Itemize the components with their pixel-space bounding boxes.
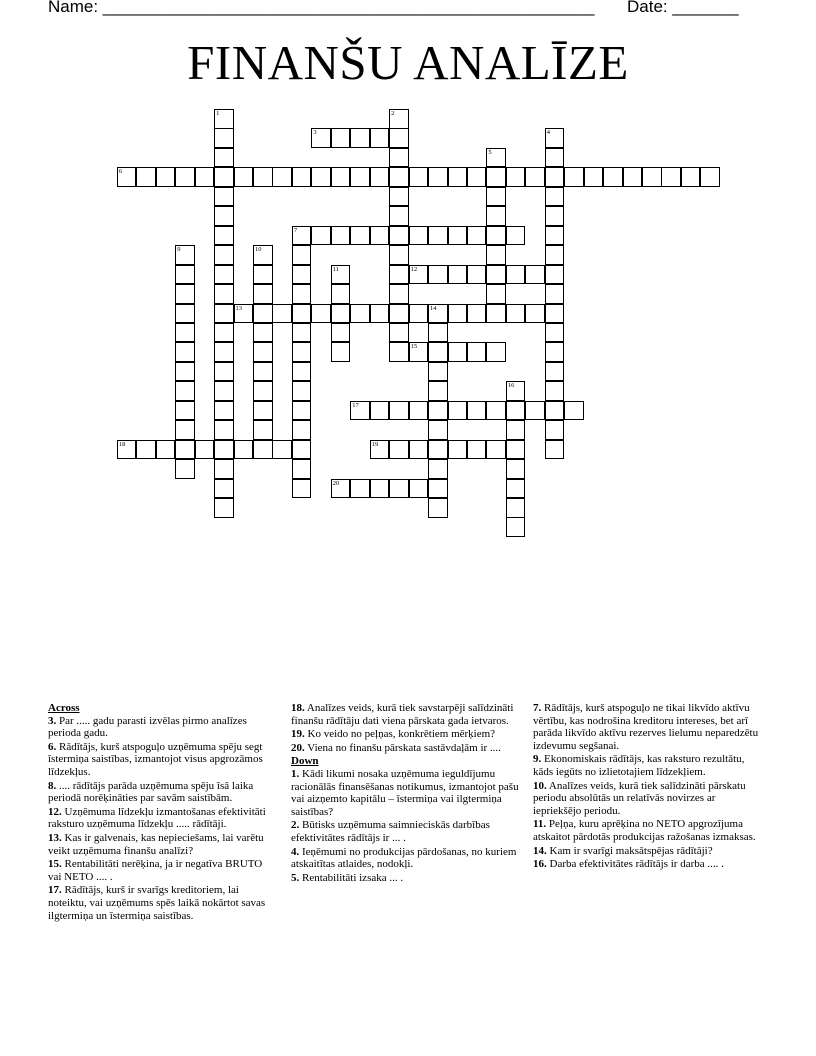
crossword-cell[interactable]	[214, 226, 234, 246]
crossword-cell[interactable]	[175, 420, 195, 440]
clue-text: Rentabilitāti izsaka ... .	[299, 871, 404, 884]
clues-column-3	[533, 702, 765, 872]
clue-number: 4	[546, 129, 550, 137]
crossword-cell[interactable]	[545, 323, 565, 343]
across-clue	[291, 728, 525, 741]
across-clue	[48, 806, 278, 831]
crossword-cell[interactable]	[214, 245, 234, 265]
crossword-cell[interactable]	[214, 420, 234, 440]
crossword-cell[interactable]	[214, 284, 234, 304]
crossword-cell[interactable]	[506, 401, 526, 421]
crossword-cell[interactable]	[564, 167, 584, 187]
crossword-cell[interactable]	[486, 187, 506, 207]
crossword-cell[interactable]	[545, 284, 565, 304]
across-clue	[48, 884, 278, 922]
crossword-cell[interactable]	[564, 401, 584, 421]
crossword-cell[interactable]	[389, 304, 409, 324]
crossword-cell[interactable]	[195, 167, 215, 187]
crossword-cell[interactable]	[506, 381, 526, 401]
clue-text: Darba efektivitātes rādītājs ir darba .... .	[546, 858, 724, 871]
crossword-cell[interactable]	[545, 128, 565, 148]
clue-text: Analīzes veids, kurā tiek savstarpēji salīdzināti finanšu rādītāju dati viena pārskata gada ietvaros.	[291, 702, 514, 727]
name-field: Name: ____________________________________________________	[48, 0, 595, 16]
crossword-cell[interactable]	[253, 440, 273, 460]
crossword-cell[interactable]	[253, 245, 273, 265]
crossword-cell[interactable]	[467, 342, 487, 362]
crossword-cell[interactable]	[681, 167, 701, 187]
clues-column-2	[291, 702, 525, 885]
clue-number: 10	[255, 246, 262, 254]
crossword-cell[interactable]	[331, 323, 351, 343]
crossword-cell[interactable]	[486, 265, 506, 285]
crossword-cell[interactable]	[428, 362, 448, 382]
clue-number: 9	[177, 246, 181, 254]
crossword-cell[interactable]	[506, 420, 526, 440]
date-field: Date: _______	[627, 0, 739, 16]
clue-number: 7	[293, 226, 298, 234]
crossword-cell[interactable]	[428, 323, 448, 343]
clue-number: 20.	[291, 741, 305, 754]
crossword-cell[interactable]	[389, 342, 409, 362]
crossword-cell[interactable]	[370, 128, 390, 148]
crossword-cell[interactable]	[253, 304, 273, 324]
crossword-cell[interactable]	[545, 206, 565, 226]
across-clue	[48, 715, 278, 740]
crossword-cell[interactable]	[292, 323, 312, 343]
clue-number: 17.	[48, 884, 62, 897]
crossword-cell[interactable]	[311, 226, 331, 246]
down-clue	[291, 846, 525, 871]
crossword-cell[interactable]	[545, 342, 565, 362]
crossword-cell[interactable]	[292, 440, 312, 460]
clue-number: 10.	[533, 779, 547, 792]
clue-number: 2.	[291, 819, 300, 832]
across-clue	[48, 832, 278, 857]
crossword-cell[interactable]	[331, 479, 351, 499]
crossword-cell[interactable]	[331, 265, 351, 285]
clue-text: Kādi likumi nosaka uzņēmuma ieguldījumu racionālās finansēšanas notikumus, izmantojot pašu vai aizņemto kapitālu – īstermiņa vai ilgtermiņa saistības?	[291, 767, 519, 818]
crossword-cell[interactable]	[545, 245, 565, 265]
crossword-cell[interactable]	[214, 440, 234, 460]
crossword-cell[interactable]	[214, 148, 234, 168]
clue-text: Rādītājs, kurš atspoguļo uzņēmuma spēju segt īstermiņa saistības, izmantojot visus apgrozāmos līdzekļus.	[48, 740, 263, 778]
clue-number: 17	[352, 401, 359, 409]
crossword-cell[interactable]	[545, 187, 565, 207]
crossword-cell[interactable]	[370, 440, 390, 460]
crossword-cell[interactable]	[409, 401, 429, 421]
crossword-cell[interactable]	[389, 148, 409, 168]
crossword-cell[interactable]	[389, 284, 409, 304]
clue-number: 8.	[48, 779, 57, 792]
across-clue	[291, 702, 525, 727]
crossword-cell[interactable]	[506, 459, 526, 479]
clue-number: 3.	[48, 714, 57, 727]
clue-text: Analīzes veids, kurā tiek salīdzināti pārskatu periodu absolūtās un relatīvās novirzes ar iepriekšējo periodu.	[533, 779, 746, 817]
clue-text: Būtisks uzņēmuma saimnieciskās darbības efektivitātes rādītājs ir ... .	[291, 819, 490, 844]
crossword-cell[interactable]	[525, 304, 545, 324]
clue-number: 13.	[48, 831, 62, 844]
crossword-cell[interactable]	[214, 167, 234, 187]
clue-number: 14.	[533, 844, 547, 857]
down-clue	[291, 819, 525, 844]
crossword-cell[interactable]	[428, 304, 448, 324]
crossword-cell[interactable]	[234, 440, 254, 460]
crossword-cell[interactable]	[428, 420, 448, 440]
crossword-cell[interactable]	[214, 342, 234, 362]
crossword-cell[interactable]	[389, 187, 409, 207]
crossword-cell[interactable]	[156, 440, 176, 460]
crossword-cell[interactable]	[428, 381, 448, 401]
crossword-cell[interactable]	[253, 323, 273, 343]
clue-number: 6	[118, 168, 123, 176]
crossword-cell[interactable]	[234, 167, 254, 187]
crossword-cell[interactable]	[331, 128, 351, 148]
crossword-cell[interactable]	[428, 498, 448, 518]
crossword-cell[interactable]	[175, 245, 195, 265]
clue-number: 19	[371, 440, 379, 448]
crossword-cell[interactable]	[389, 109, 409, 129]
clue-number: 15	[410, 343, 418, 351]
crossword-cell[interactable]	[350, 401, 370, 421]
crossword-cell[interactable]	[214, 479, 234, 499]
crossword-cell[interactable]	[292, 167, 312, 187]
crossword-cell[interactable]	[253, 401, 273, 421]
crossword-cell[interactable]	[175, 265, 195, 285]
down-clue	[291, 872, 525, 885]
clue-number: 18	[118, 440, 126, 448]
crossword-cell[interactable]	[486, 440, 506, 460]
page-title: FINANŠU ANALĪZE	[187, 35, 629, 90]
crossword-cell[interactable]	[545, 401, 565, 421]
crossword-cell[interactable]	[214, 401, 234, 421]
crossword-cell[interactable]	[175, 362, 195, 382]
crossword-cell[interactable]	[389, 245, 409, 265]
crossword-cell[interactable]	[545, 304, 565, 324]
crossword-cell[interactable]	[370, 226, 390, 246]
crossword-cell[interactable]	[486, 304, 506, 324]
crossword-cell[interactable]	[428, 479, 448, 499]
crossword-cell[interactable]	[486, 167, 506, 187]
crossword-cell[interactable]	[175, 323, 195, 343]
crossword-cell[interactable]	[253, 265, 273, 285]
crossword-cell[interactable]	[603, 167, 623, 187]
crossword-cell[interactable]	[175, 167, 195, 187]
clue-text: Rentabilitāti nerēķina, ja ir negatīva BRUTO vai NETO .... .	[48, 858, 263, 883]
crossword-cell[interactable]	[506, 265, 526, 285]
crossword-cell[interactable]	[389, 128, 409, 148]
clue-text: Peļņa, kuru aprēķina no NETO apgrozījuma atskaitot pārdotās produkcijas ražošanas izmaksas.	[533, 818, 756, 843]
crossword-cell[interactable]	[525, 167, 545, 187]
crossword-cell[interactable]	[136, 440, 156, 460]
crossword-cell[interactable]	[331, 304, 351, 324]
crossword-cell[interactable]	[311, 167, 331, 187]
crossword-cell[interactable]	[272, 304, 292, 324]
crossword-cell[interactable]	[370, 167, 390, 187]
clue-number: 1.	[291, 767, 300, 780]
crossword-cell[interactable]	[214, 498, 234, 518]
crossword-cell[interactable]	[175, 440, 195, 460]
clue-text: Ekonomiskais rādītājs, kas raksturo rezultātu, kāds iegūts no izlietotajiem līdzekļiem.	[533, 753, 745, 778]
crossword-cell[interactable]	[253, 420, 273, 440]
clue-text: Kam ir svarīgi maksātspējas rādītāji?	[546, 844, 713, 857]
across-clue	[48, 741, 278, 779]
clue-text: Ko veido no peļņas, konkrētiem mērķiem?	[304, 728, 496, 741]
crossword-cell[interactable]	[292, 362, 312, 382]
crossword-cell[interactable]	[409, 479, 429, 499]
crossword-cell[interactable]	[428, 401, 448, 421]
crossword-cell[interactable]	[175, 381, 195, 401]
crossword-cell[interactable]	[448, 440, 468, 460]
crossword-cell[interactable]	[545, 265, 565, 285]
crossword-cell[interactable]	[525, 401, 545, 421]
crossword-cell[interactable]	[350, 128, 370, 148]
crossword-cell[interactable]	[350, 167, 370, 187]
crossword-cell[interactable]	[409, 226, 429, 246]
crossword-cell[interactable]	[506, 479, 526, 499]
clue-text: .... rādītājs parāda uzņēmuma spēju īsā laika periodā norēķināties par savām saistībām.	[48, 779, 254, 805]
crossword-cell[interactable]	[506, 226, 526, 246]
crossword-cell[interactable]	[448, 304, 468, 324]
crossword-cell[interactable]	[389, 401, 409, 421]
clue-text: Rādītājs, kurš atspoguļo ne tikai likvīdo aktīvu vērtību, kas nodrošina kreditoru intereses, bet arī parāda likvīdo aktīvu rezerves lielumu neparedzētu izdevumu segšanai.	[533, 702, 759, 752]
crossword-cell[interactable]	[545, 226, 565, 246]
crossword-cell[interactable]	[350, 479, 370, 499]
crossword-cell[interactable]	[389, 479, 409, 499]
crossword-cell[interactable]	[486, 226, 506, 246]
crossword-cell[interactable]	[623, 167, 643, 187]
down-clue	[533, 858, 765, 871]
crossword-cell[interactable]	[409, 304, 429, 324]
clue-number: 11.	[533, 818, 547, 831]
crossword-cell[interactable]	[389, 167, 409, 187]
crossword-cell[interactable]	[175, 459, 195, 479]
clue-number: 14	[430, 304, 437, 312]
crossword-cell[interactable]	[545, 420, 565, 440]
clue-number: 5	[488, 148, 492, 156]
crossword-cell[interactable]	[253, 362, 273, 382]
crossword-cell[interactable]	[525, 265, 545, 285]
down-clue	[533, 845, 765, 858]
crossword-cell[interactable]	[292, 304, 312, 324]
crossword-cell[interactable]	[214, 206, 234, 226]
down-clue	[533, 780, 765, 818]
clue-number: 11	[332, 265, 340, 273]
crossword-cell[interactable]	[292, 226, 312, 246]
clue-number: 7.	[533, 702, 542, 714]
crossword-cell[interactable]	[506, 517, 526, 537]
crossword-cell[interactable]	[584, 167, 604, 187]
crossword-cell[interactable]	[409, 167, 429, 187]
crossword-cell[interactable]	[156, 167, 176, 187]
crossword-cell[interactable]	[214, 304, 234, 324]
crossword-cell[interactable]	[311, 128, 331, 148]
crossword-cell[interactable]	[467, 304, 487, 324]
crossword-cell[interactable]	[292, 284, 312, 304]
crossword-cell[interactable]	[331, 167, 351, 187]
crossword-cell[interactable]	[175, 401, 195, 421]
crossword-cell[interactable]	[253, 167, 273, 187]
crossword-cell[interactable]	[214, 381, 234, 401]
crossword-cell[interactable]	[409, 265, 429, 285]
clue-number: 1	[216, 110, 220, 117]
crossword-cell[interactable]	[448, 401, 468, 421]
crossword-cell[interactable]	[195, 440, 215, 460]
crossword-cell[interactable]	[214, 265, 234, 285]
across-clue	[48, 780, 278, 805]
crossword-cell[interactable]	[486, 284, 506, 304]
crossword-cell[interactable]	[292, 342, 312, 362]
crossword-cell[interactable]	[292, 381, 312, 401]
crossword-cell[interactable]	[311, 304, 331, 324]
crossword-cell[interactable]	[467, 167, 487, 187]
crossword-cell[interactable]	[350, 226, 370, 246]
crossword-cell[interactable]	[175, 342, 195, 362]
crossword-cell[interactable]	[486, 401, 506, 421]
crossword-cell[interactable]	[409, 440, 429, 460]
clue-number: 6.	[48, 740, 57, 753]
crossword-cell[interactable]	[428, 265, 448, 285]
down-clue	[291, 768, 525, 818]
crossword-cell[interactable]	[214, 362, 234, 382]
crossword-cell[interactable]	[428, 342, 448, 362]
crossword-cell[interactable]	[292, 420, 312, 440]
crossword-cell[interactable]	[661, 167, 681, 187]
crossword-cell[interactable]	[389, 226, 409, 246]
clue-number: 16	[507, 382, 515, 390]
crossword-cell[interactable]	[428, 459, 448, 479]
clue-number: 20	[332, 479, 340, 487]
clue-text: Viena no finanšu pārskata sastāvdaļām ir ....	[304, 741, 501, 754]
crossword-cell[interactable]	[214, 187, 234, 207]
crossword-cell[interactable]	[117, 440, 137, 460]
across-clues-part-1	[48, 715, 278, 923]
crossword-cell[interactable]	[136, 167, 156, 187]
crossword-cell[interactable]	[545, 148, 565, 168]
crossword-cell[interactable]	[331, 284, 351, 304]
clues-column-1	[48, 702, 278, 923]
crossword-cell[interactable]	[467, 226, 487, 246]
crossword-cell[interactable]	[448, 265, 468, 285]
crossword-cell[interactable]	[642, 167, 662, 187]
crossword-cell[interactable]	[370, 401, 390, 421]
crossword-cell[interactable]	[292, 401, 312, 421]
crossword-cell[interactable]	[331, 342, 351, 362]
crossword-cell[interactable]	[370, 479, 390, 499]
across-clue	[48, 858, 278, 883]
crossword-cell[interactable]	[389, 323, 409, 343]
crossword-cell[interactable]	[486, 206, 506, 226]
crossword-cell[interactable]	[545, 362, 565, 382]
clue-number: 4.	[291, 845, 300, 858]
down-clues-part-1	[291, 768, 525, 884]
crossword-cell[interactable]	[292, 245, 312, 265]
crossword-cell[interactable]	[253, 284, 273, 304]
clue-number: 2	[391, 110, 395, 117]
across-clue	[291, 742, 525, 755]
across-heading: Across	[48, 702, 80, 714]
clue-number: 15.	[48, 858, 62, 871]
crossword-cell[interactable]	[428, 440, 448, 460]
crossword-cell[interactable]	[253, 342, 273, 362]
down-clue	[533, 818, 765, 843]
crossword-cell[interactable]	[292, 459, 312, 479]
clue-number: 19.	[291, 728, 305, 741]
crossword-cell[interactable]	[292, 265, 312, 285]
crossword-cell[interactable]	[214, 109, 234, 129]
crossword-cell[interactable]	[234, 304, 254, 324]
crossword-cell[interactable]	[175, 284, 195, 304]
crossword-cell[interactable]	[448, 342, 468, 362]
crossword-cell[interactable]	[700, 167, 720, 187]
clue-text: Rādītājs, kurš ir svarīgs kreditoriem, lai noteiktu, vai uzņēmums spēs laikā nokārtot savas ilgtermiņa un īstermiņa saistības.	[48, 884, 266, 922]
crossword-cell[interactable]	[389, 206, 409, 226]
crossword-cell[interactable]	[545, 167, 565, 187]
crossword-cell[interactable]	[467, 401, 487, 421]
crossword-cell[interactable]	[486, 245, 506, 265]
crossword-cell[interactable]	[545, 381, 565, 401]
crossword-cell[interactable]	[370, 304, 390, 324]
clue-number: 3	[313, 129, 317, 137]
clue-number: 5.	[291, 871, 300, 884]
clue-number: 13	[235, 304, 243, 312]
crossword-cell[interactable]	[486, 342, 506, 362]
crossword-cell[interactable]	[350, 304, 370, 324]
down-clues-part-2	[533, 702, 765, 871]
crossword-cell[interactable]	[448, 226, 468, 246]
crossword-cell[interactable]	[389, 440, 409, 460]
crossword-cell[interactable]	[175, 304, 195, 324]
crossword-cell[interactable]	[506, 440, 526, 460]
crossword-cell[interactable]	[506, 498, 526, 518]
crossword-cell[interactable]	[117, 167, 137, 187]
clue-text: Ieņēmumi no produkcijas pārdošanas, no kuriem atskaitītas atlaides, nodokļi.	[291, 845, 517, 871]
crossword-cell[interactable]	[486, 148, 506, 168]
crossword-cell[interactable]	[331, 226, 351, 246]
clue-number: 18.	[291, 702, 305, 714]
down-clue	[533, 753, 765, 778]
clue-number: 9.	[533, 753, 542, 766]
crossword-cell[interactable]	[292, 479, 312, 499]
crossword-cell[interactable]	[214, 128, 234, 148]
clue-text: Uzņēmuma līdzekļu izmantošanas efektivitāti raksturo uzņēmuma līdzekļu ..... rādītāji.	[48, 805, 266, 831]
down-heading: Down	[291, 755, 319, 768]
crossword-cell[interactable]	[506, 304, 526, 324]
crossword-cell[interactable]	[214, 459, 234, 479]
across-clues-part-2	[291, 702, 525, 754]
clue-number: 12.	[48, 805, 62, 818]
crossword-cell[interactable]	[272, 440, 292, 460]
clue-number: 12	[410, 265, 418, 273]
crossword-cell[interactable]	[409, 342, 429, 362]
crossword-cell[interactable]	[545, 440, 565, 460]
clue-text: Kas ir galvenais, kas nepieciešams, lai varētu veikt uzņēmuma finanšu analīzi?	[48, 831, 264, 857]
crossword-cell[interactable]	[389, 265, 409, 285]
crossword-cell[interactable]	[506, 167, 526, 187]
crossword-cell[interactable]	[428, 226, 448, 246]
crossword-cell[interactable]	[467, 440, 487, 460]
clue-text: Par ..... gadu parasti izvēlas pirmo analīzes perioda gadu.	[48, 714, 247, 740]
crossword-cell[interactable]	[253, 381, 273, 401]
clue-number: 16.	[533, 858, 547, 871]
crossword-cell[interactable]	[272, 167, 292, 187]
down-clue	[533, 702, 765, 752]
crossword-cell[interactable]	[428, 167, 448, 187]
crossword-cell[interactable]	[448, 167, 468, 187]
crossword-cell[interactable]	[467, 265, 487, 285]
crossword-cell[interactable]	[214, 323, 234, 343]
